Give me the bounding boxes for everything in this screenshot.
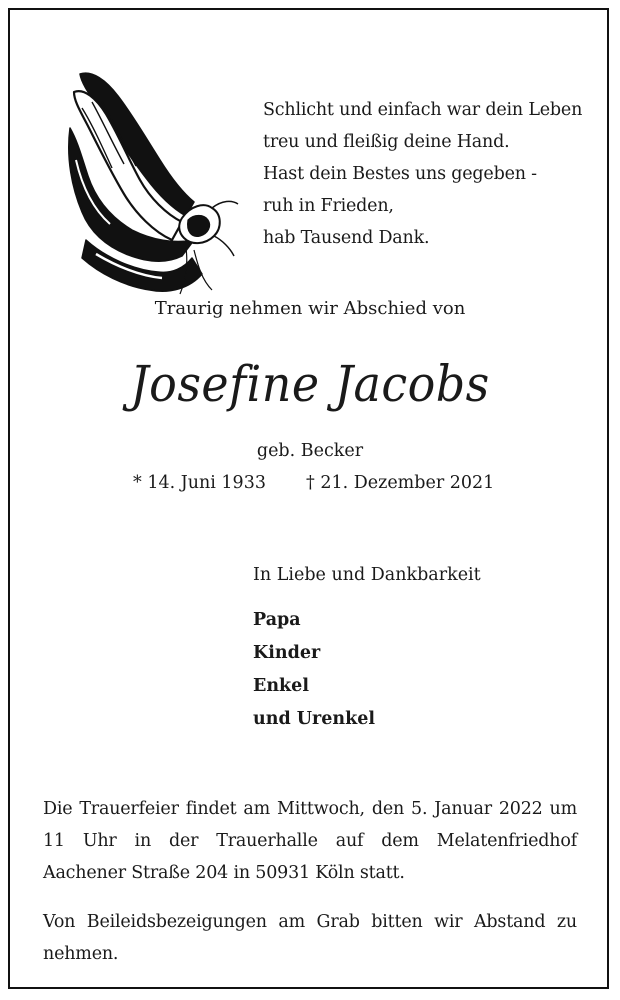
mourner-name: Papa: [253, 610, 301, 630]
poem-line: hab Tausend Dank.: [263, 228, 430, 248]
mourner-name: Kinder: [253, 643, 321, 663]
praying-hands-icon: [62, 68, 240, 300]
deceased-name: Josefine Jacobs: [130, 355, 490, 413]
mourner-name: Enkel: [253, 676, 309, 696]
poem-line: Hast dein Bestes uns gegeben -: [263, 164, 537, 184]
poem-line: treu und fleißig deine Hand.: [263, 132, 510, 152]
mourners-list: [253, 604, 375, 736]
maiden-name: geb. Becker: [256, 441, 364, 461]
death-date: † 21. Dezember 2021: [306, 473, 495, 493]
poem-line: ruh in Frieden,: [263, 196, 394, 216]
poem: [263, 94, 582, 254]
funeral-notice: Die Trauerfeier findet am Mittwoch, den 5. Januar 2022 um 11 Uhr in der Trauerhalle auf dem Melatenfriedhof Aachener Straße 204 in 50931 Köln statt.: [43, 799, 577, 883]
farewell-intro: Traurig nehmen wir Abschied von: [154, 298, 466, 319]
mourners-intro: In Liebe und Dankbarkeit: [253, 565, 481, 585]
poem-line: Schlicht und einfach war dein Leben: [263, 100, 583, 120]
birth-date: * 14. Juni 1933: [133, 473, 266, 493]
condolence-notice: Von Beileidsbezeigungen am Grab bitten wir Abstand zu nehmen.: [43, 912, 577, 964]
mourner-name: und Urenkel: [253, 709, 376, 729]
